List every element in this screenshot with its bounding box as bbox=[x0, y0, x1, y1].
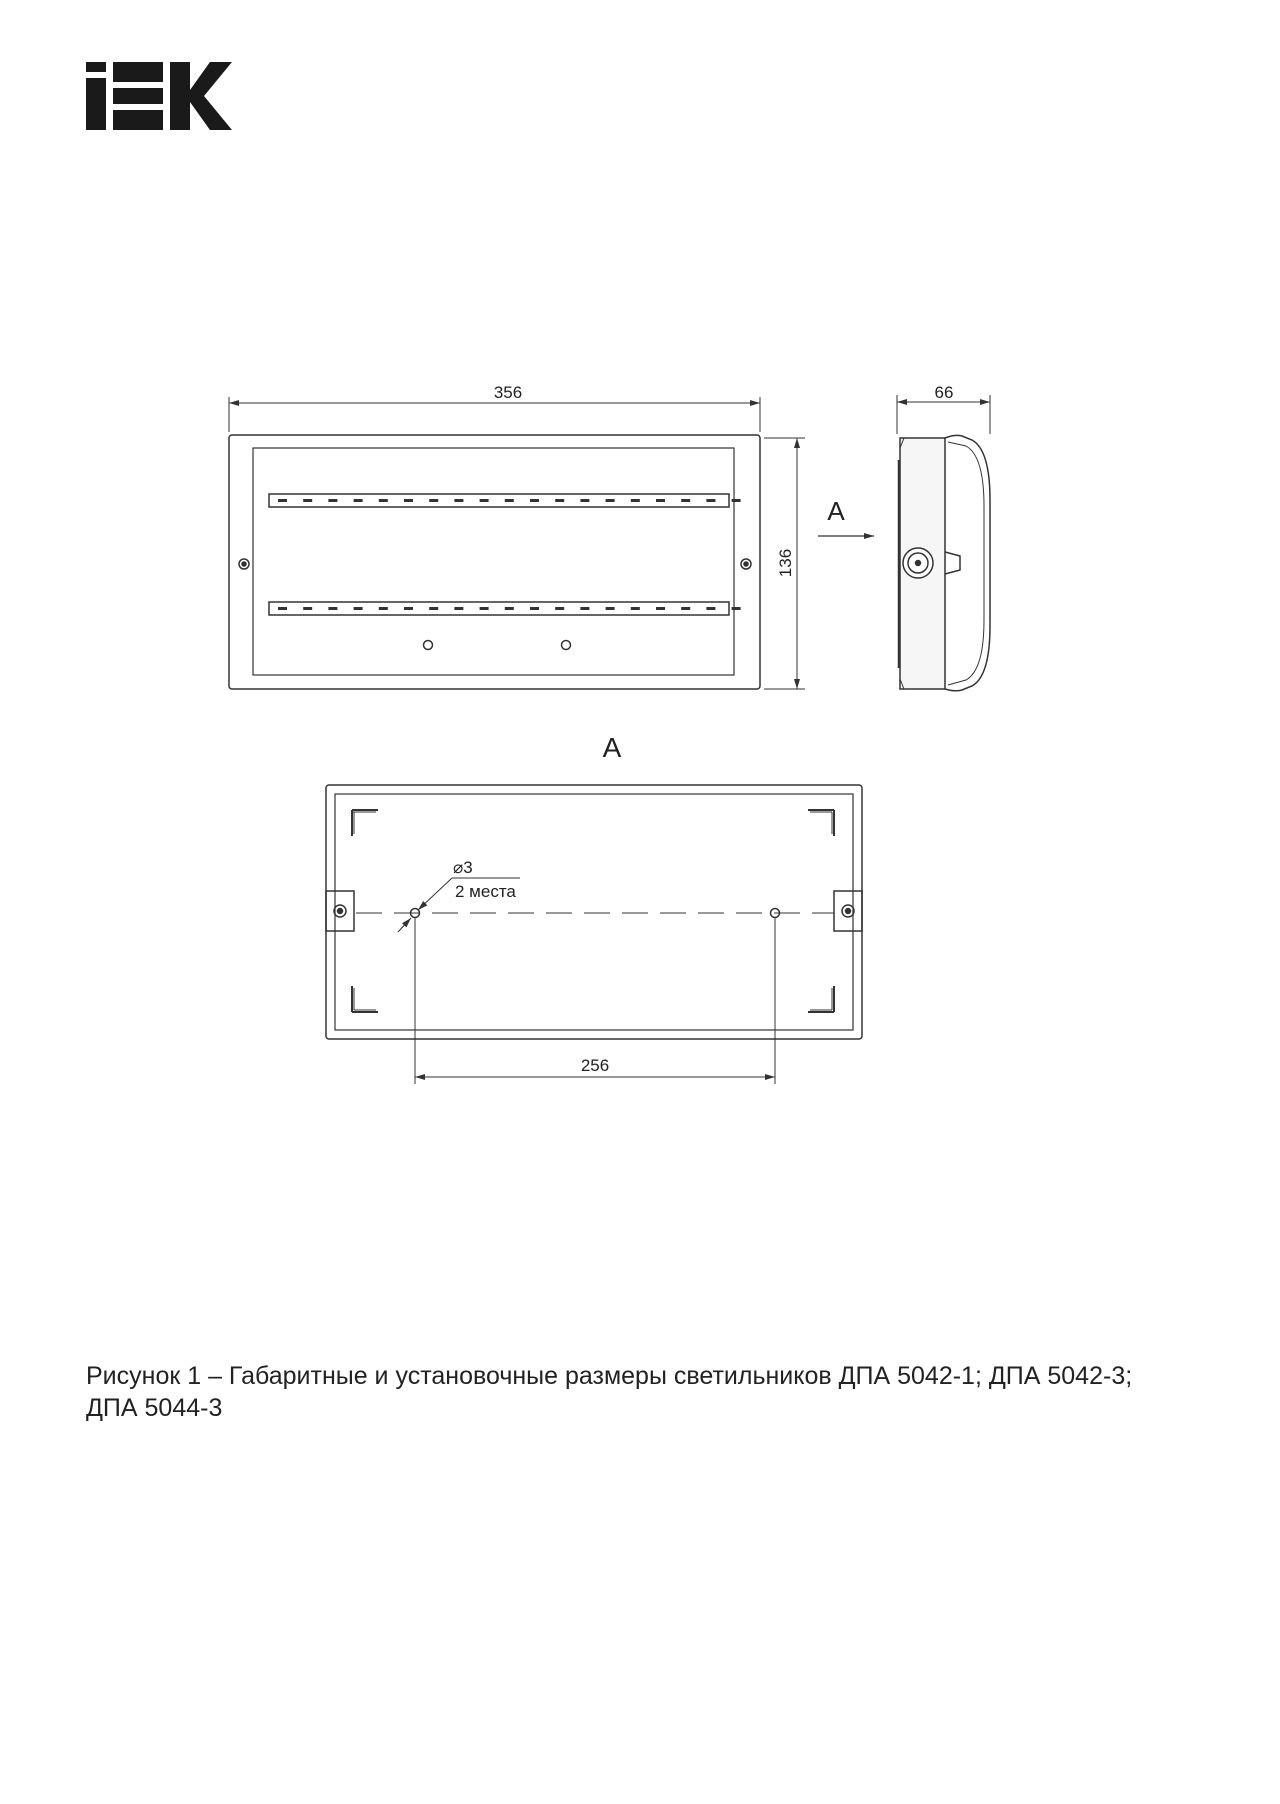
led-mark bbox=[303, 499, 312, 502]
view-arrow-label: A bbox=[827, 496, 845, 526]
led-mark bbox=[480, 607, 489, 610]
dimension-width bbox=[229, 397, 760, 432]
led-mark bbox=[278, 499, 287, 502]
led-mark bbox=[278, 607, 287, 610]
led-mark bbox=[328, 499, 337, 502]
spacing-label: 256 bbox=[580, 1056, 610, 1075]
led-mark bbox=[530, 607, 539, 610]
led-mark bbox=[530, 499, 539, 502]
led-mark bbox=[505, 607, 514, 610]
width-label: 356 bbox=[493, 383, 523, 402]
led-mark bbox=[631, 499, 640, 502]
led-mark bbox=[706, 607, 715, 610]
led-mark bbox=[379, 607, 388, 610]
side-view bbox=[899, 435, 990, 690]
led-mark bbox=[379, 499, 388, 502]
led-mark bbox=[429, 499, 438, 502]
led-mark bbox=[732, 607, 741, 610]
front-outer-frame bbox=[229, 435, 760, 689]
led-mark bbox=[480, 499, 489, 502]
led-mark bbox=[606, 607, 615, 610]
led-mark bbox=[303, 607, 312, 610]
led-mark bbox=[354, 607, 363, 610]
led-mark bbox=[555, 607, 564, 610]
led-mark bbox=[328, 607, 337, 610]
led-mark bbox=[631, 607, 640, 610]
back-outer-frame bbox=[326, 785, 862, 1039]
depth-label: 66 bbox=[934, 383, 954, 402]
view-a-title: A bbox=[602, 732, 622, 763]
led-mark bbox=[580, 499, 589, 502]
led-mark bbox=[505, 499, 514, 502]
led-mark bbox=[354, 499, 363, 502]
led-mark bbox=[555, 499, 564, 502]
led-mark bbox=[580, 607, 589, 610]
front-view bbox=[229, 435, 760, 689]
hole-diameter-label: ⌀3 bbox=[453, 858, 473, 877]
view-a bbox=[326, 785, 862, 1039]
led-mark bbox=[656, 607, 665, 610]
led-mark bbox=[606, 499, 615, 502]
led-mark bbox=[404, 499, 413, 502]
led-row-bottom bbox=[278, 607, 741, 610]
led-mark bbox=[732, 499, 741, 502]
led-mark bbox=[656, 499, 665, 502]
led-mark bbox=[454, 499, 463, 502]
figure-caption bbox=[86, 1360, 1186, 1424]
led-mark bbox=[681, 499, 690, 502]
led-mark bbox=[706, 499, 715, 502]
led-mark bbox=[681, 607, 690, 610]
led-mark bbox=[454, 607, 463, 610]
caption-line-1: Рисунок 1 – Габаритные и установочные размеры светильников ДПА 5042-1; ДПА 5042-3; bbox=[86, 1362, 1133, 1390]
front-inner-frame bbox=[253, 448, 734, 675]
hole-count-label: 2 места bbox=[455, 882, 516, 901]
led-mark bbox=[429, 607, 438, 610]
caption-line-2: ДПА 5044-3 bbox=[86, 1394, 223, 1422]
led-row-top bbox=[278, 499, 741, 502]
height-label: 136 bbox=[776, 548, 795, 578]
led-mark bbox=[404, 607, 413, 610]
